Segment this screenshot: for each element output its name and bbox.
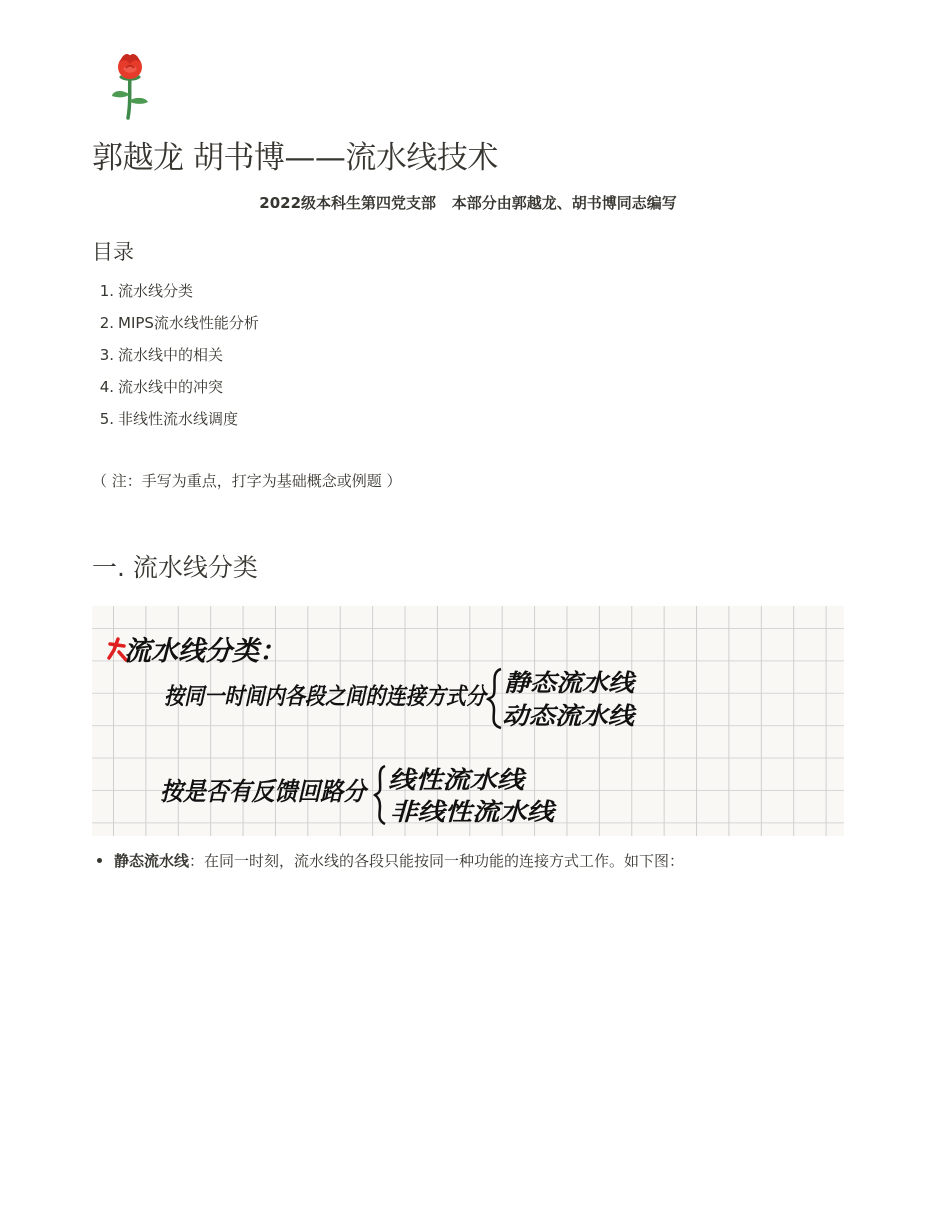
handwritten-notes-image xyxy=(92,606,844,836)
toc-item-number: 4. xyxy=(99,378,114,396)
page-title: 郭越龙 胡书博——流水线技术 xyxy=(92,140,498,176)
handwritten-title: 流水线分类： xyxy=(124,636,286,667)
toc-heading: 目录 xyxy=(92,240,134,264)
handwritten-line2-prefix: 按是否有反馈回路分 xyxy=(160,777,369,806)
bullet-term: 静态流水线 xyxy=(114,852,190,870)
toc-item-label[interactable]: 流水线分类 xyxy=(118,282,194,300)
toc-item-label[interactable]: MIPS流水线性能分析 xyxy=(118,314,259,332)
table-of-contents xyxy=(92,278,259,438)
toc-item-label[interactable]: 流水线中的相关 xyxy=(118,346,224,364)
bullet-item xyxy=(92,850,684,871)
brace-mark xyxy=(375,766,385,824)
toc-item[interactable] xyxy=(92,342,259,374)
toc-item-number: 3. xyxy=(99,346,114,364)
handwritten-line2-option: 非线性流水线 xyxy=(390,797,558,826)
handwritten-line2-option: 线性流水线 xyxy=(388,765,528,794)
note-text: （ 注：手写为重点，打字为基础概念或例题 ） xyxy=(92,472,402,490)
toc-item-number: 1. xyxy=(99,282,114,300)
subtitle: 2022级本科生第四党支部 本部分由郭越龙、胡书博同志编写 xyxy=(259,194,677,212)
toc-item[interactable] xyxy=(92,374,259,406)
toc-item-label[interactable]: 非线性流水线调度 xyxy=(118,410,239,428)
toc-item[interactable] xyxy=(92,406,259,438)
section-heading: 一. 流水线分类 xyxy=(92,553,258,582)
toc-item[interactable] xyxy=(92,310,259,342)
rose-icon[interactable] xyxy=(108,50,152,122)
toc-item-number: 5. xyxy=(99,410,114,428)
toc-item-label[interactable]: 流水线中的冲突 xyxy=(118,378,224,396)
handwritten-line1-option: 动态流水线 xyxy=(502,701,638,730)
brace-mark xyxy=(488,669,501,728)
handwritten-line1-option: 静态流水线 xyxy=(504,668,638,697)
bullet-dot xyxy=(97,858,102,863)
toc-item-number: 2. xyxy=(99,314,114,332)
bullet-text: ：在同一时刻，流水线的各段只能按同一种功能的连接方式工作。如下图： xyxy=(189,852,685,870)
toc-item[interactable] xyxy=(92,278,259,310)
handwritten-line1-prefix: 按同一时间内各段之间的连接方式分 xyxy=(164,683,489,710)
